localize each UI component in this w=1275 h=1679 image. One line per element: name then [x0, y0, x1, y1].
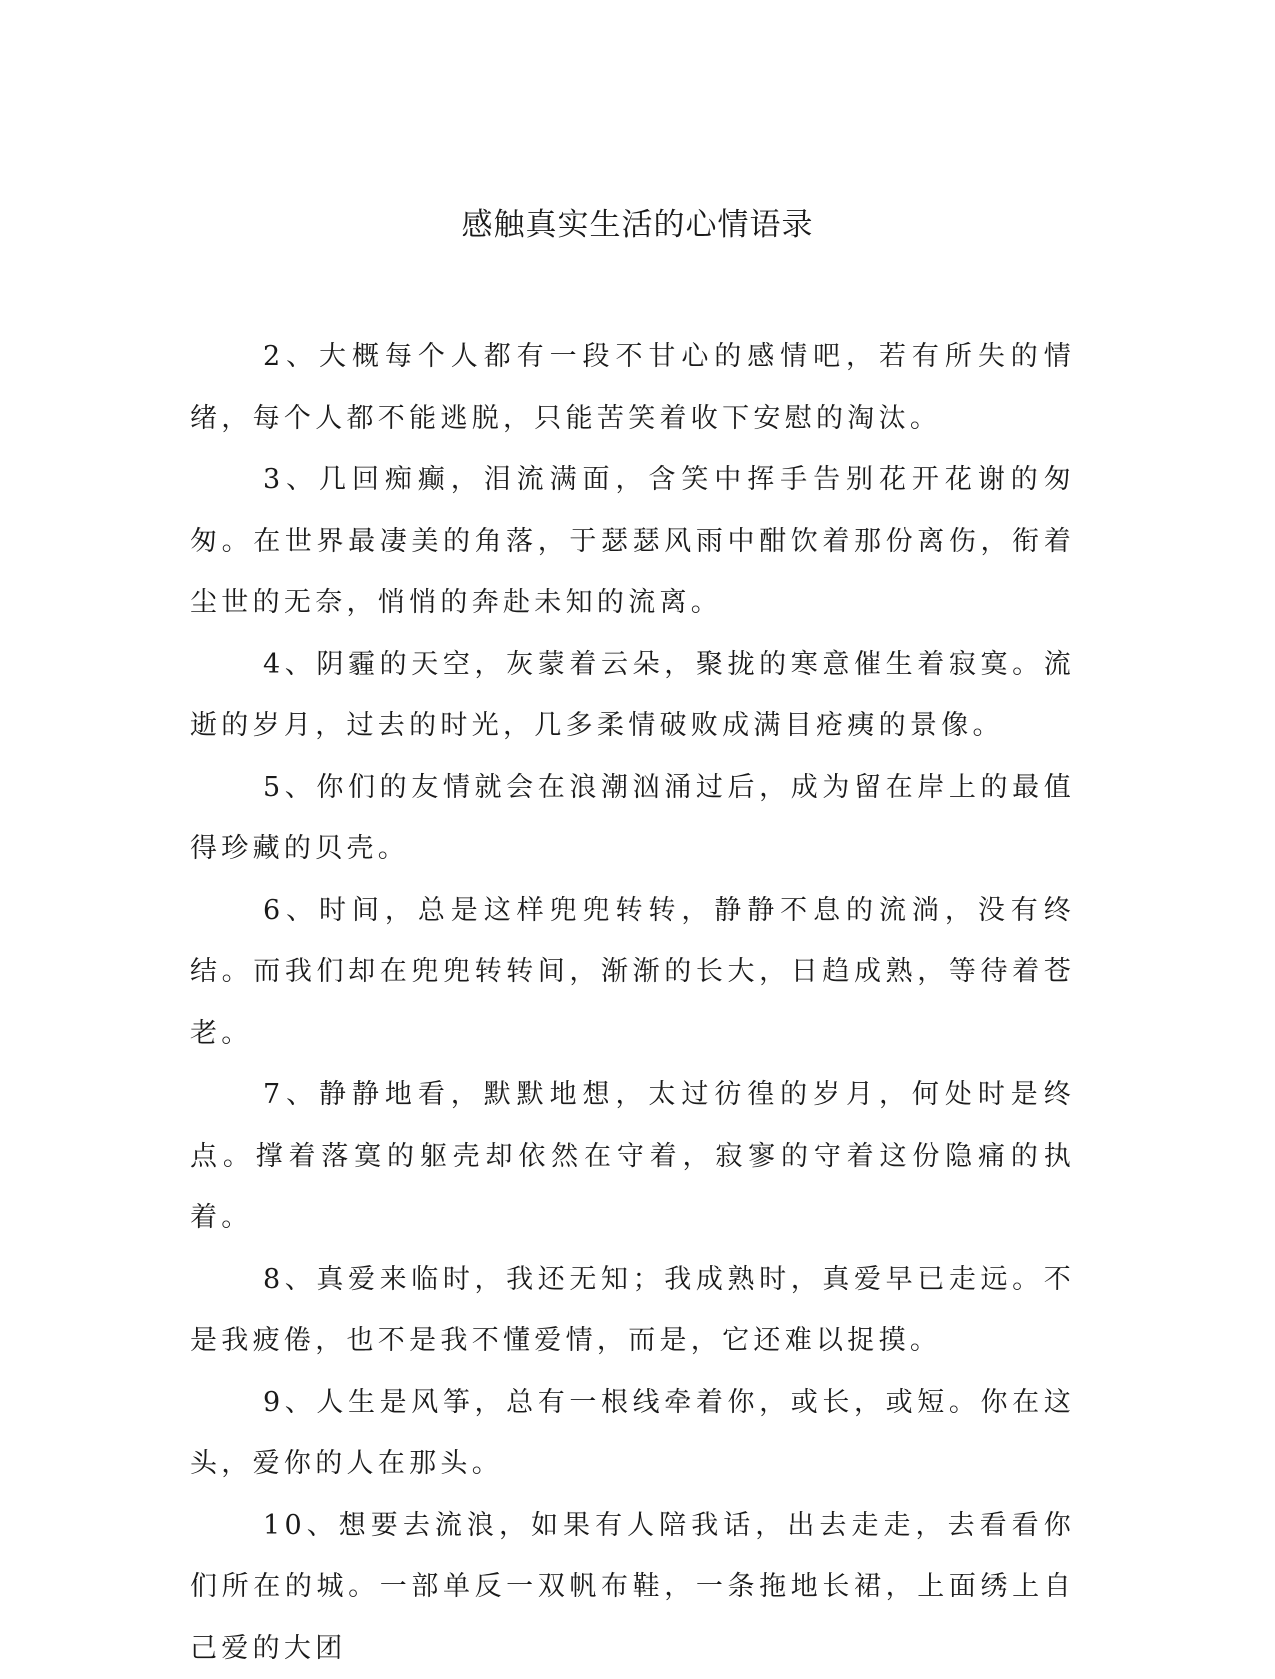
- paragraph-10: 10、想要去流浪，如果有人陪我话，出去走走，去看看你们所在的城。一部单反一双帆布鞋，一条拖地长裙，上面绣上自己爱的大团: [190, 1495, 1075, 1679]
- paragraph-2: 2、大概每个人都有一段不甘心的感情吧，若有所失的情绪，每个人都不能逃脱，只能苦笑着收下安慰的淘汰。: [190, 326, 1075, 449]
- document-title: 感触真实生活的心情语录: [0, 205, 1275, 245]
- paragraph-4: 4、阴霾的天空，灰蒙着云朵，聚拢的寒意催生着寂寞。流逝的岁月，过去的时光，几多柔情破败成满目疮痍的景像。: [190, 634, 1075, 757]
- paragraph-8: 8、真爱来临时，我还无知；我成熟时，真爱早已走远。不是我疲倦，也不是我不懂爱情，而是，它还难以捉摸。: [190, 1249, 1075, 1372]
- document-body: [190, 326, 1075, 1679]
- paragraph-6: 6、时间，总是这样兜兜转转，静静不息的流淌，没有终结。而我们却在兜兜转转间，渐渐的长大，日趋成熟，等待着苍老。: [190, 880, 1075, 1065]
- paragraph-9: 9、人生是风筝，总有一根线牵着你，或长，或短。你在这头，爱你的人在那头。: [190, 1372, 1075, 1495]
- paragraph-5: 5、你们的友情就会在浪潮汹涌过后，成为留在岸上的最值得珍藏的贝壳。: [190, 757, 1075, 880]
- paragraph-7: 7、静静地看，默默地想，太过彷徨的岁月，何处时是终点。撑着落寞的躯壳却依然在守着，寂寥的守着这份隐痛的执着。: [190, 1064, 1075, 1249]
- paragraph-3: 3、几回痴癫，泪流满面，含笑中挥手告别花开花谢的匆匆。在世界最凄美的角落，于瑟瑟风雨中酣饮着那份离伤，衔着尘世的无奈，悄悄的奔赴未知的流离。: [190, 449, 1075, 634]
